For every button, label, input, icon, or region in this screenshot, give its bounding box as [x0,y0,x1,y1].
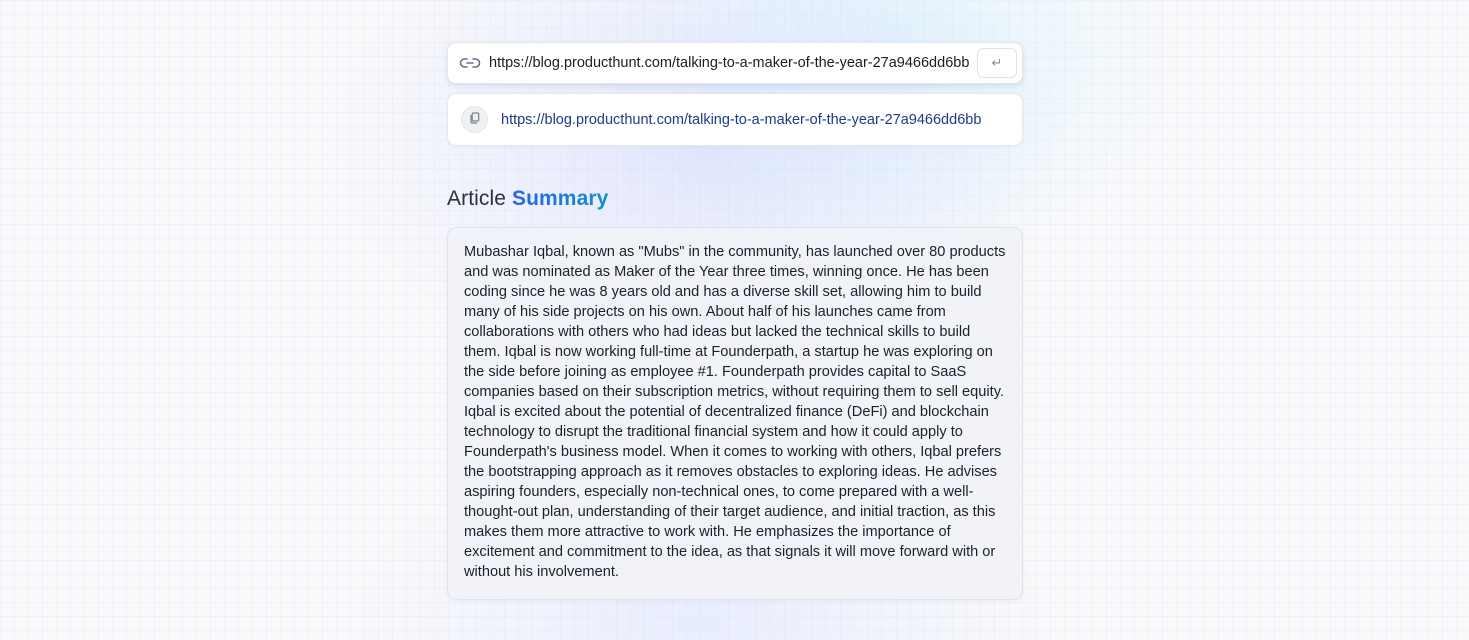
article-summary-heading [447,187,608,211]
shortened-result-card [447,93,1023,146]
copy-icon [469,112,480,127]
link-icon [459,56,481,70]
copy-button[interactable] [461,106,488,133]
summary-text: Mubashar Iqbal, known as "Mubs" in the community, has launched over 80 products and was nominated as Maker of the Year three times, winning once. He has been coding since he was 8 years old and has a diverse skill set, allowing him to build many of his side projects on his own. About half of his launches came from collaborations with others who had ideas but lacked the technical skills to build them. Iqbal is now working full-time at Founderpath, a startup he was exploring on the side before joining as employee #1. Founderpath provides capital to SaaS companies based on their subscription metrics, without requiring them to sell equity. Iqbal is excited about the potential of decentralized finance (DeFi) and blockchain technology to disrupt the traditional financial system and how it could apply to Founderpath's business model. When it comes to working with others, Iqbal prefers the bootstrapping approach as it removes obstacles to exploring ideas. He advises aspiring founders, especially non-technical ones, to come prepared with a well-thought-out plan, understanding of their target audience, and initial traction, as this makes them more attractive to work with. He emphasizes the importance of excitement and commitment to the idea, as that signals it will move forward with or without his involvement. [464,244,1006,580]
enter-return-icon: ↵ [991,55,1003,71]
heading-prefix: Article [447,187,507,210]
heading-accent: Summary [511,187,609,210]
url-input[interactable] [489,48,973,78]
url-bar [447,42,1023,84]
summary-box [447,227,1023,600]
submit-url-button[interactable] [977,48,1017,78]
result-link[interactable]: https://blog.producthunt.com/talking-to-a-maker-of-the-year-27a9466dd6bb [501,111,982,128]
